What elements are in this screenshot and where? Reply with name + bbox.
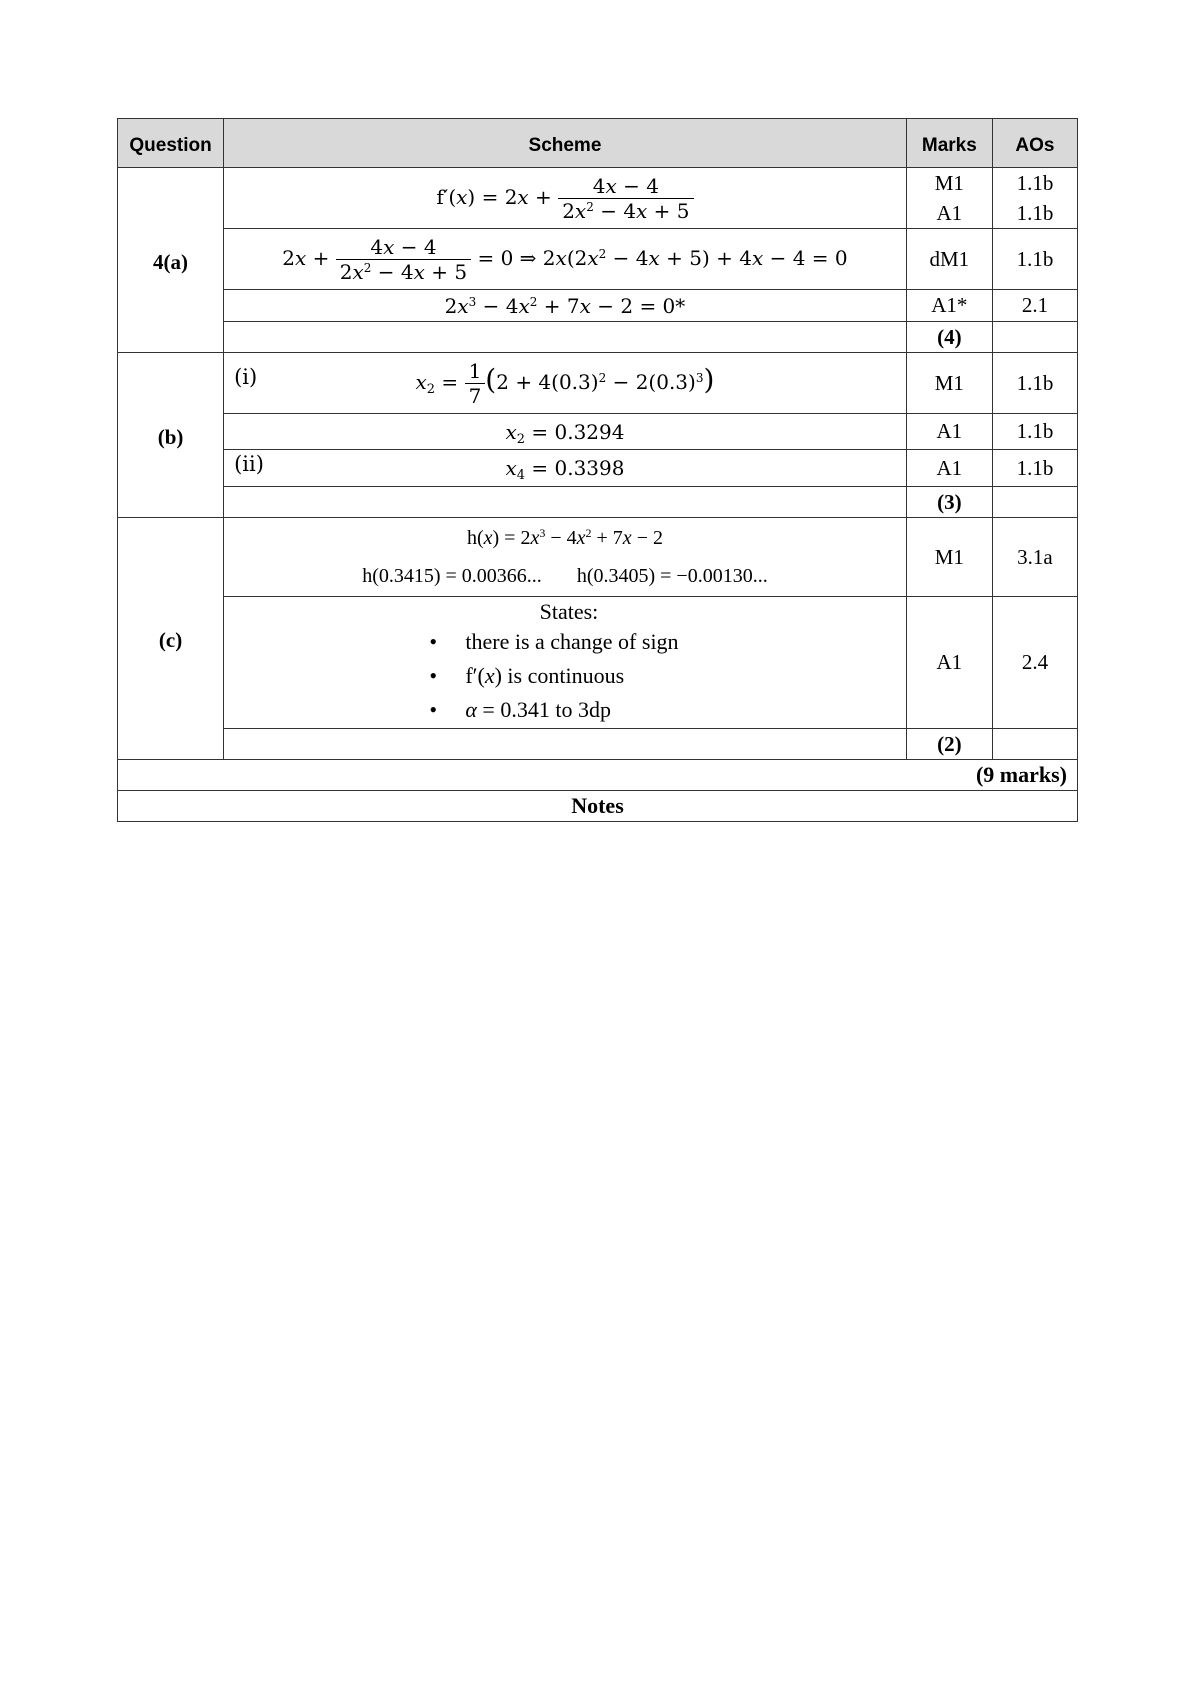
scheme-x2-value: $x_2 = 0.3294$	[224, 414, 907, 450]
mark-value: A1	[906, 597, 992, 729]
total-row	[118, 760, 1078, 791]
sub-label-ii: (ii)	[234, 452, 264, 476]
ao-value: 3.1a	[992, 518, 1077, 597]
table-row	[118, 168, 1078, 229]
empty-cell	[992, 322, 1077, 353]
subtotal-b: (3)	[906, 487, 992, 518]
notes-heading: Notes	[118, 791, 1078, 822]
h-upper-value: = 0.00366...	[445, 565, 542, 587]
x2-value: 0.3294	[554, 419, 625, 444]
mark-value: A1	[906, 450, 992, 487]
scheme-derivative: f′(x) = 2x + $\frac{4x - 4}{2x^2 - 4x + 5}$	[224, 168, 907, 229]
header-question: Question	[118, 119, 224, 168]
scheme-set-zero: 2x + $\frac{4x - 4}{2x^2 - 4x + 5}$ = 0 ⇒ $2x(2x^2 - 4x + 5) + 4x - 4 = 0$	[224, 229, 907, 290]
states-heading: States:	[539, 598, 599, 624]
mark-value: A1*	[906, 290, 992, 322]
table-row	[118, 414, 1078, 450]
alpha-value: = 0.341 to 3dp	[482, 696, 611, 722]
list-item: • α = 0.341 to 3dp	[429, 693, 678, 727]
ao-value: 1.1b	[1016, 171, 1054, 195]
mark-value: A1	[906, 414, 992, 450]
table-row	[118, 322, 1078, 353]
ao-value: 1.1b	[1016, 201, 1054, 225]
empty-cell	[224, 322, 907, 353]
header-aos: AOs	[992, 119, 1077, 168]
empty-cell	[992, 729, 1077, 760]
ao-value: 2.4	[992, 597, 1077, 729]
ao-value: 1.1b	[992, 450, 1077, 487]
notes-row	[118, 791, 1078, 822]
subtotal-c: (2)	[906, 729, 992, 760]
sub-label-i: (i)	[234, 365, 258, 389]
ao-value: 1.1b	[992, 229, 1077, 290]
subtotal-a: (4)	[906, 322, 992, 353]
table-row	[118, 518, 1078, 597]
total-marks: (9 marks)	[118, 760, 1078, 791]
table-row	[118, 353, 1078, 414]
continuity-text: is continuous	[507, 662, 625, 688]
list-item: • f′(x) is continuous	[429, 659, 678, 693]
x4-value: 0.3398	[554, 456, 625, 480]
scheme-conclusion	[224, 597, 907, 729]
table-row	[118, 229, 1078, 290]
table-row	[118, 450, 1078, 487]
empty-cell	[224, 729, 907, 760]
marks-cell	[906, 168, 992, 229]
h-lower-value: = −0.00130...	[660, 565, 768, 587]
header-marks: Marks	[906, 119, 992, 168]
question-label-4a: 4(a)	[118, 168, 224, 353]
scheme-cubic: $2x^3 - 4x^2 + 7x - 2 = 0*$	[224, 290, 907, 322]
ao-value: 2.1	[992, 290, 1077, 322]
ao-value: 1.1b	[992, 353, 1077, 414]
ao-value: 1.1b	[992, 414, 1077, 450]
table-row	[118, 487, 1078, 518]
table-row	[118, 290, 1078, 322]
states-list	[429, 625, 678, 727]
table-row	[118, 729, 1078, 760]
empty-cell	[224, 487, 907, 518]
mark-value: A1	[936, 201, 963, 225]
header-scheme: Scheme	[224, 119, 907, 168]
list-item: • there is a change of sign	[429, 625, 678, 659]
mark-value: M1	[906, 518, 992, 597]
mark-value: dM1	[906, 229, 992, 290]
header-row	[118, 119, 1078, 168]
question-label-c: (c)	[118, 518, 224, 760]
mark-scheme-table	[117, 118, 1078, 822]
scheme-x4-value: (ii) $x_4 = 0.3398$	[224, 450, 907, 487]
table-row	[118, 597, 1078, 729]
mark-value: M1	[906, 353, 992, 414]
scheme-sign-check: $h(x) = 2x^3 - 4x^2 + 7x - 2$ h(0.3415) = 0.00366... h(0.3405) = −0.00130...	[224, 518, 907, 597]
empty-cell	[992, 487, 1077, 518]
mark-value: M1	[934, 171, 964, 195]
aos-cell	[992, 168, 1077, 229]
question-label-b: (b)	[118, 353, 224, 518]
scheme-iteration: (i) $x_2$ = $\frac{1}{7}$ $(2 + 4(0.3)^2 - 2(0.3)^3)$	[224, 353, 907, 414]
